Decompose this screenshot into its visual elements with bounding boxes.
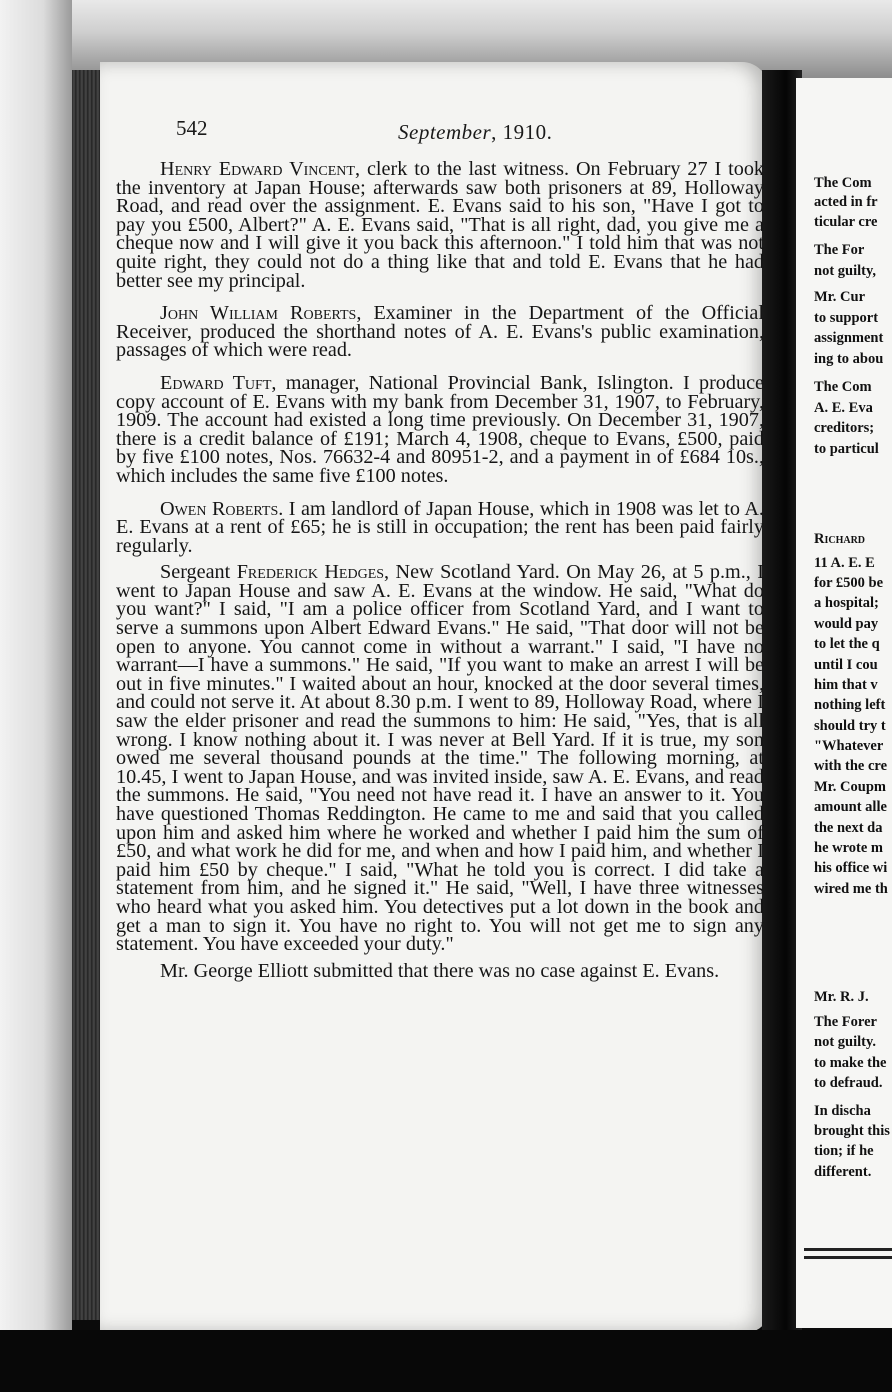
running-head — [398, 120, 552, 145]
right-page-line: The For — [814, 242, 865, 258]
right-page-line: should try t — [814, 718, 886, 734]
right-page-line: his office wi — [814, 860, 888, 876]
paragraph-owen-roberts — [116, 497, 764, 557]
right-page-line: assignment — [814, 330, 884, 346]
page-header — [176, 116, 756, 146]
section-rule — [804, 1248, 892, 1251]
witness-title: Sergeant — [160, 561, 237, 584]
right-page-line: he wrote m — [814, 840, 883, 856]
running-head-month: September — [398, 120, 492, 144]
scan-bottom-margin — [0, 1330, 892, 1392]
page-body — [116, 160, 764, 994]
right-page-line: different. — [814, 1164, 872, 1180]
paragraph-elliott — [116, 959, 764, 982]
right-page-line: ticular cre — [814, 214, 878, 230]
right-page-line: Richard — [814, 531, 866, 547]
right-page-line: him that v — [814, 677, 878, 693]
right-page-line: until I cou — [814, 657, 878, 673]
right-page-line: creditors; — [814, 420, 875, 436]
right-page-line: to support — [814, 310, 879, 326]
right-page-line: Mr. R. J. — [814, 989, 869, 1005]
page-number: 542 — [176, 116, 208, 140]
paragraph-tuft — [116, 371, 765, 487]
right-page-line: brought this — [814, 1123, 890, 1139]
right-page-line: Mr. Cur — [814, 289, 866, 305]
right-page-line: not guilty, — [814, 263, 877, 279]
right-page-line: The Com — [814, 379, 872, 395]
right-page-line: to make the — [814, 1055, 887, 1071]
right-page-line: with the cre — [814, 758, 888, 774]
paragraph-text: , manager, National Provincial Bank, Islington. I produce copy account of E. Evans with my bank from December 31, 1907, to February, 1909. The account had existed a long time previously. On December 31, 1907, there is a credit balance of £191; March 4, 1908, cheque to Evans, £500, paid by five £100 notes, Nos. 76632-4 and 80951-2, and a payment in of £684 10s., which includes the same five £100 notes. — [116, 371, 765, 487]
scan-left-margin — [0, 0, 72, 1330]
paragraph-text: . I am landlord of Japan House, which in 1908 was let to A. E. Evans at a rent of £65; he is still in occupation; the rent has been paid fairly regularly. — [116, 497, 764, 557]
right-page — [796, 78, 892, 1328]
right-page-line: The Forer — [814, 1014, 877, 1030]
right-page-line: tion; if he — [814, 1143, 874, 1159]
paragraph-text: , Examiner in the Department of the Official Receiver, produced the shorthand notes of A. E. Evans's public examination, passages of which were read. — [116, 302, 764, 362]
right-page-line: nothing left — [814, 697, 886, 713]
right-page-line: acted in fr — [814, 194, 878, 210]
paragraph-john-roberts — [116, 304, 764, 360]
paragraph-text: Mr. George Elliott submitted that there was no case against E. Evans. — [160, 959, 720, 982]
witness-name: Henry Edward Vincent — [160, 158, 355, 180]
right-page-line: to defraud. — [814, 1075, 883, 1091]
witness-name: Owen Roberts — [160, 497, 279, 520]
right-page-line: amount alle — [814, 799, 887, 815]
right-page-line: "Whatever — [814, 738, 884, 754]
right-page-line: to let the q — [814, 636, 880, 652]
right-page-line: The Com — [814, 175, 872, 191]
right-page-line: not guilty. — [814, 1034, 877, 1050]
right-page-line: would pay — [814, 616, 879, 632]
right-page-line: to particul — [814, 441, 879, 457]
right-page-line: wired me th — [814, 881, 888, 897]
right-page-line: a hospital; — [814, 595, 879, 611]
paragraph-text: , clerk to the last witness. On February 27 I took the inventory at Japan House; afterwards saw both prisoners at 89, Holloway Road, and read over the assignment. E. Evans said to his son, "Have I got to pay you £500, Albert?" A. E. Evans said, "That is all right, dad, you give me a cheque now and I will give it you back this afternoon." I told him that was not quite right, they could not do a thing like that and told E. Evans that he had better see my principal. — [116, 158, 765, 292]
paragraph-hedges — [116, 561, 764, 956]
paragraph-text: , New Scotland Yard. On May 26, at 5 p.m., I went to Japan House and saw A. E. Evans at the window. He said, "What do you want?" I said, "I am a police officer from Scotland Yard, and I want to serve a summons upon Albert Edward Evans." He said, "That door will not be open to anyone. You cannot come in without a warrant." I said, "I have no warrant—I have a summons." He said, "If you want to make an arrest I will be out in five minutes." I waited about an hour, knocked at the door several times, and could not serve it. At about 8.30 p.m. I went to 89, Holloway Road, where I saw the elder prisoner and read the summons to him: He said, "Yes, that is all wrong. I know nothing about it. I was never at Bell Yard. If it is true, my son owed me several thousand pounds at the time." The following morning, at 10.45, I went to Japan House, and was invited inside, saw A. E. Evans, and read the summons. He said, "You need not have read it. I have an answer to it. You have questioned Thomas Reddington. He came to me and said that you called upon him and asked him where he worked and whether I paid him the sum of £50, and what work he did for me, and when and how I paid him, and whether I paid him £50 by cheque." I said, "What he told you is correct. I did take a statement from him, and he signed it." He said, "Well, I have three witnesses who heard what you asked him. You detectives put a lot down in the book and get a man to sign it. You have no right to. You will not get me to sign any statement. You have exceeded your duty." — [116, 561, 764, 956]
right-page-line: 11 A. E. E — [814, 555, 875, 571]
right-page-line: In discha — [814, 1103, 871, 1119]
right-page-line: Mr. Coupm — [814, 779, 886, 795]
right-page-line: ing to abou — [814, 351, 884, 367]
right-page-line: the next da — [814, 820, 883, 836]
witness-name: Edward Tuft — [160, 371, 272, 394]
right-page-line: A. E. Eva — [814, 400, 873, 416]
paragraph-vincent — [116, 160, 764, 290]
witness-name: John William Roberts — [160, 302, 357, 325]
section-rule — [804, 1256, 892, 1259]
right-page-line: for £500 be — [814, 575, 884, 591]
running-head-year: , 1910. — [491, 120, 553, 144]
witness-name: Frederick Hedges — [236, 561, 385, 584]
